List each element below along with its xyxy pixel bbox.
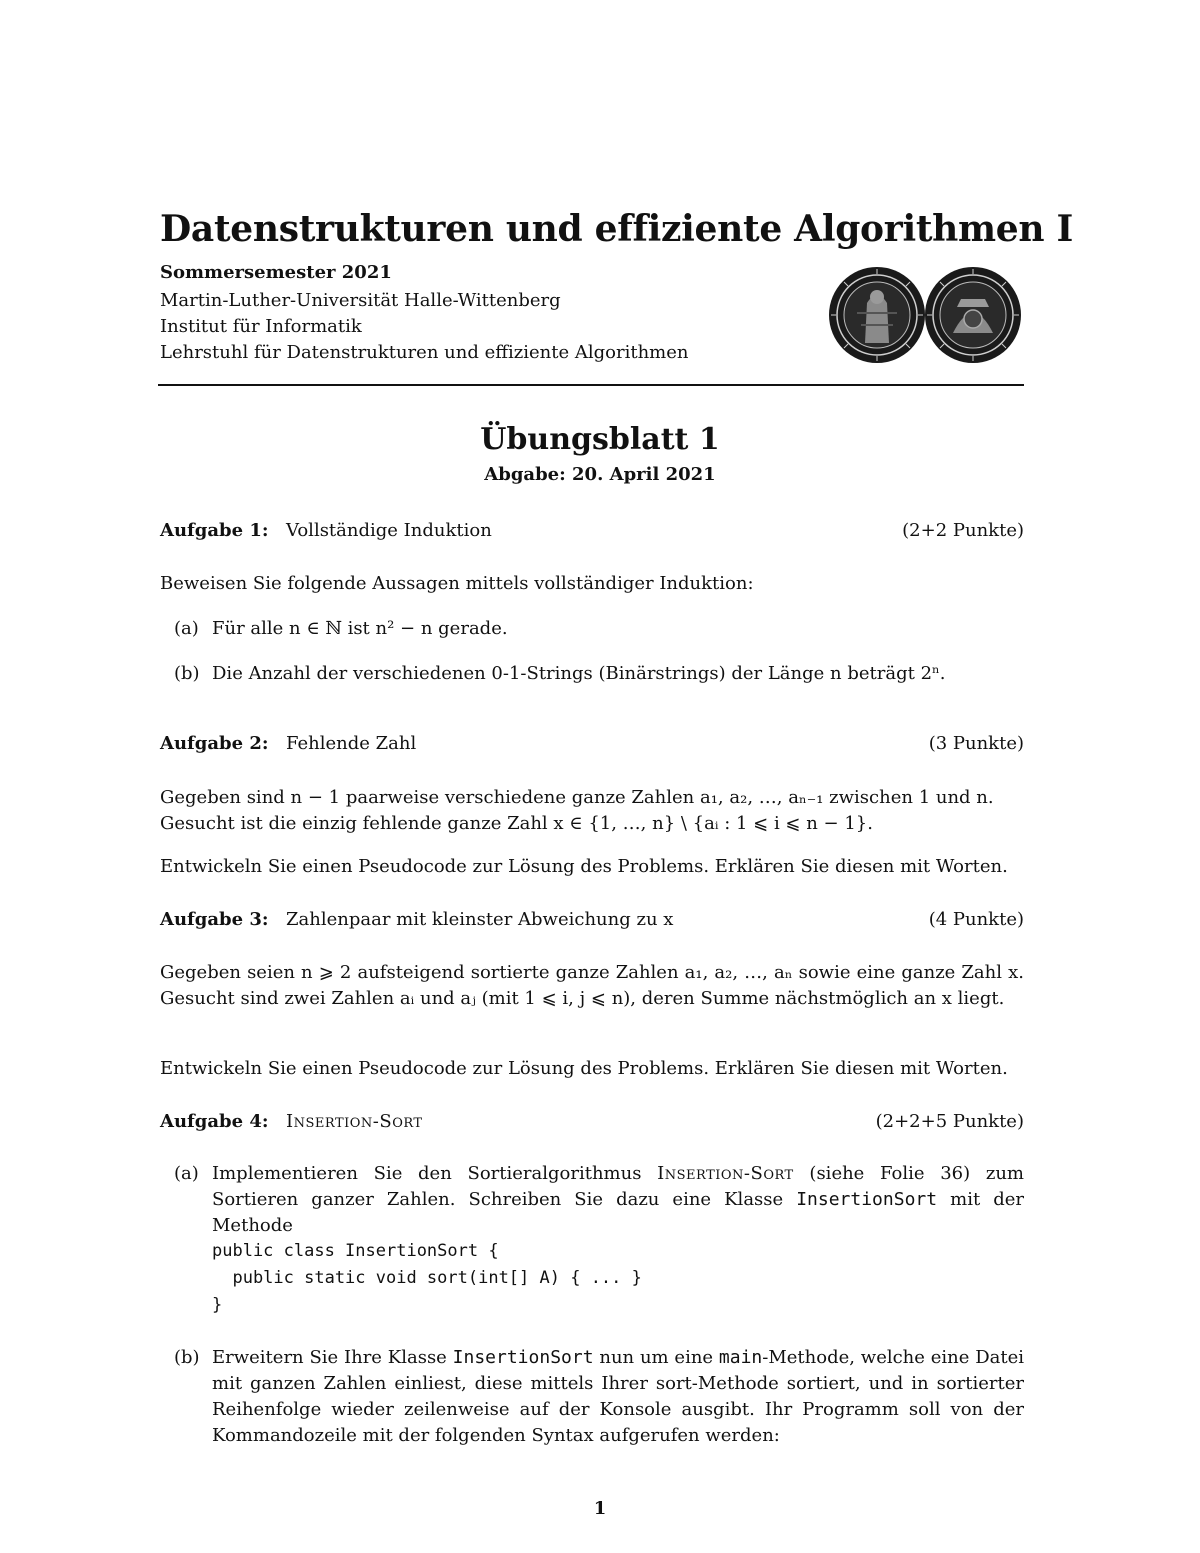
task-1-header bbox=[160, 520, 1024, 541]
university-seals bbox=[827, 263, 1023, 367]
task-4-header bbox=[160, 1111, 1024, 1132]
item-marker: (a) bbox=[174, 1163, 199, 1184]
task-2-problem: Gegeben sind n − 1 paarweise verschiedene ganze Zahlen a₁, a₂, …, aₙ₋₁ zwischen 1 und n. Gesucht ist die einzig fehlende ganze Zahl x ∈ {1, …, n} \ {aᵢ : 1 ⩽ i ⩽ n − 1}. bbox=[160, 787, 994, 834]
semester: Sommersemester 2021 bbox=[160, 262, 392, 283]
code-line: } bbox=[212, 1295, 223, 1315]
task-title: Vollständige Induktion bbox=[286, 520, 492, 541]
text-part: -Methode, welche eine Datei mit ganzen Zahlen einliest, diese mittels Ihrer sort-Methode sortiert, und in sortierter Reihenfolge wieder zeilenweise auf der Konsole ausgibt. Ihr Programm soll von der Kommandozeile mit der folgenden Syntax aufgerufen werden: bbox=[212, 1347, 1025, 1446]
university-seal-left-icon bbox=[829, 267, 925, 363]
item-text: Die Anzahl der verschiedenen 0-1-Strings (Binärstrings) der Länge n beträgt 2ⁿ. bbox=[212, 663, 946, 684]
code-line: public static void sort(int[] A) { ... } bbox=[212, 1268, 642, 1288]
task-title: Insertion-Sort bbox=[286, 1111, 423, 1132]
text-part: Erweitern Sie Ihre Klasse bbox=[212, 1347, 453, 1368]
task-points: (2+2 Punkte) bbox=[902, 520, 1024, 541]
task-points: (4 Punkte) bbox=[928, 909, 1024, 930]
item-text: Für alle n ∈ ℕ ist n² − n gerade. bbox=[212, 618, 508, 639]
task-title: Fehlende Zahl bbox=[286, 733, 417, 754]
class-name: InsertionSort bbox=[796, 1189, 938, 1210]
task-label: Aufgabe 2: bbox=[160, 733, 269, 754]
item-text bbox=[212, 1345, 1024, 1449]
task-label: Aufgabe 4: bbox=[160, 1111, 269, 1132]
task-points: (2+2+5 Punkte) bbox=[875, 1111, 1024, 1132]
task-points: (3 Punkte) bbox=[928, 733, 1024, 754]
text-part: mit der Methode bbox=[212, 1189, 1024, 1236]
university: Martin-Luther-Universität Halle-Wittenberg bbox=[160, 290, 561, 311]
item-text bbox=[212, 1161, 1024, 1239]
task-3-header bbox=[160, 909, 1024, 930]
institute: Institut für Informatik bbox=[160, 316, 362, 337]
due-date: Abgabe: 20. April 2021 bbox=[484, 464, 716, 485]
task-title: Zahlenpaar mit kleinster Abweichung zu x bbox=[286, 909, 674, 930]
text-part: (siehe Folie 36) zum Sortieren ganzer Zahlen. Schreiben Sie dazu eine Klasse bbox=[212, 1163, 1024, 1210]
code-block bbox=[212, 1238, 642, 1319]
task-3-instruction: Entwickeln Sie einen Pseudocode zur Lösung des Problems. Erklären Sie diesen mit Worten. bbox=[160, 1058, 1008, 1079]
item-marker: (b) bbox=[174, 663, 200, 684]
method-name: main bbox=[718, 1347, 763, 1368]
item-marker: (a) bbox=[174, 618, 199, 639]
task-1-intro: Beweisen Sie folgende Aussagen mittels vollständiger Induktion: bbox=[160, 573, 754, 594]
task-2-instruction: Entwickeln Sie einen Pseudocode zur Lösung des Problems. Erklären Sie diesen mit Worten. bbox=[160, 856, 1008, 877]
text-part: nun um eine bbox=[593, 1347, 719, 1368]
code-line: public class InsertionSort { bbox=[212, 1241, 499, 1261]
header-rule bbox=[158, 384, 1024, 386]
item-marker: (b) bbox=[174, 1347, 200, 1368]
text-part: Implementieren Sie den Sortieralgorithmus bbox=[212, 1163, 658, 1184]
page-number: 1 bbox=[593, 1498, 607, 1519]
university-seal-right-icon bbox=[925, 267, 1021, 363]
task-2-header bbox=[160, 733, 1024, 754]
class-name: InsertionSort bbox=[452, 1347, 594, 1368]
sheet-title: Übungsblatt 1 bbox=[480, 422, 720, 457]
chair: Lehrstuhl für Datenstrukturen und effiziente Algorithmen bbox=[160, 342, 689, 363]
document-title: Datenstrukturen und effiziente Algorithmen I bbox=[160, 208, 1074, 250]
algorithm-name: Insertion-Sort bbox=[657, 1163, 794, 1184]
task-label: Aufgabe 1: bbox=[160, 520, 269, 541]
task-3-problem: Gegeben seien n ⩾ 2 aufsteigend sortierte ganze Zahlen a₁, a₂, …, aₙ sowie eine ganze Zahl x. Gesucht sind zwei Zahlen aᵢ und aⱼ (mit 1 ⩽ i, j ⩽ n), deren Summe nächstmöglich an x liegt. bbox=[160, 962, 1024, 1009]
task-label: Aufgabe 3: bbox=[160, 909, 269, 930]
